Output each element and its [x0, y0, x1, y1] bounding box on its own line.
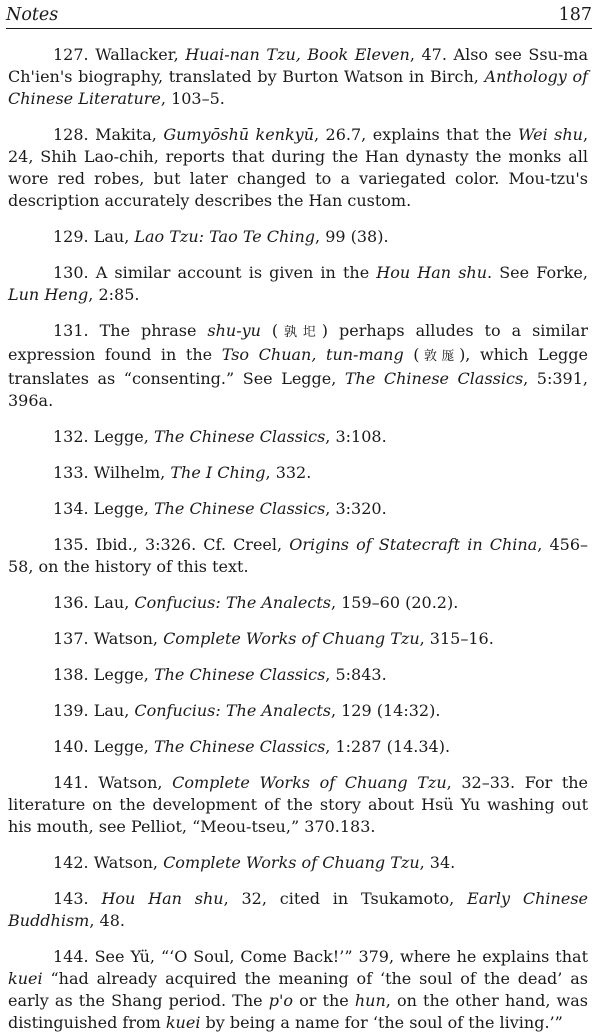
- endnote-title-text: Tso Chuan, tun-mang: [221, 345, 404, 364]
- endnote-text: Lau,: [93, 701, 135, 720]
- endnote: [8, 628, 588, 650]
- endnote: [8, 700, 588, 722]
- endnote-title-text: Wei shu: [517, 125, 583, 144]
- endnote-number: 142.: [53, 853, 89, 872]
- endnote-text: , 129 (14:32).: [330, 701, 441, 720]
- endnote: [8, 592, 588, 614]
- endnote-number: 129.: [53, 227, 89, 246]
- endnote-number: 127.: [53, 45, 89, 64]
- endnote-text: , 32, cited in Tsukamoto,: [223, 889, 468, 908]
- endnote-text: Wilhelm,: [93, 463, 171, 482]
- endnote-title-text: Complete Works of Chuang Tzu: [163, 853, 420, 872]
- endnote: [8, 124, 588, 212]
- endnote: [8, 426, 588, 448]
- endnote-title-text: Gumyōshū kenkyū: [163, 125, 315, 144]
- chinese-characters: 敦厖: [419, 349, 460, 364]
- endnote-text: , 159–60 (20.2).: [330, 593, 459, 612]
- endnote-text: , 1:287 (14.34).: [325, 737, 451, 756]
- endnote-text: Watson,: [98, 773, 173, 792]
- endnote-title-text: Early Chinese Buddhism: [8, 889, 589, 930]
- endnote-text: , 3:108.: [325, 427, 387, 446]
- endnote-title-text: The I Ching: [170, 463, 266, 482]
- endnote-title-text: The Chinese Classics: [153, 499, 326, 518]
- endnote-title-text: Hou Han shu: [376, 263, 488, 282]
- endnote: [8, 226, 588, 248]
- endnote-text: , 332.: [265, 463, 312, 482]
- page-number: 187: [558, 5, 592, 25]
- endnote-title-text: shu-yu: [207, 321, 261, 340]
- endnote-text: ) perhaps alludes to a similar expression found in the: [8, 321, 588, 364]
- endnote-number: 139.: [53, 701, 89, 720]
- endnote-title-text: Lao Tzu: Tao Te Ching: [134, 227, 316, 246]
- endnote-text: Watson,: [93, 629, 164, 648]
- endnote-text: Legge,: [93, 737, 154, 756]
- endnote: [8, 664, 588, 686]
- endnote-text: See Yü, “‘O Soul, Come Back!’” 379, where he explains that: [94, 947, 588, 966]
- header-rule: [6, 28, 592, 29]
- endnote-title-text: Hou Han shu: [101, 889, 224, 908]
- endnote-text: Makita,: [95, 125, 164, 144]
- endnote: [8, 946, 588, 1034]
- endnote: [8, 320, 588, 412]
- endnote-title-text: kuei: [8, 969, 43, 988]
- endnote: [8, 44, 588, 110]
- endnote-text: , 34.: [419, 853, 456, 872]
- endnote-text: Ibid., 3:326. Cf. Creel,: [95, 535, 290, 554]
- endnote-text: “had already acquired the meaning of ‘the soul of the dead’ as early as the Shang period. The: [8, 969, 588, 1010]
- endnote: [8, 534, 588, 578]
- endnote-text: , 2:85.: [88, 285, 140, 304]
- endnote-number: 135.: [53, 535, 89, 554]
- endnote-text: , 3:320.: [325, 499, 387, 518]
- endnote-text: The phrase: [99, 321, 208, 340]
- endnote-text: , on the other hand, was distinguished from: [8, 991, 588, 1032]
- endnote-text: (: [260, 321, 279, 340]
- chinese-characters: 孰圯: [278, 325, 322, 340]
- endnote-title-text: The Chinese Classics: [153, 737, 326, 756]
- endnote-text: Lau,: [93, 593, 135, 612]
- endnote-number: 140.: [53, 737, 89, 756]
- endnote-title-text: Origins of Statecraft in China: [289, 535, 538, 554]
- endnote-text: A similar account is given in the: [95, 263, 377, 282]
- endnote-number: 136.: [53, 593, 89, 612]
- endnote-text: , 24, Shih Lao-chih, reports that during the Han dynasty the monks all wore red robes, but later changed to a variegated color. Mou-tzu's description accurately describes the Han custom.: [8, 125, 589, 210]
- endnote-title-text: Huai-nan Tzu, Book Eleven: [185, 45, 410, 64]
- endnote-title-text: The Chinese Classics: [153, 665, 326, 684]
- endnote-text: by being a name for ‘the soul of the living.’”: [200, 1013, 563, 1032]
- endnote: [8, 852, 588, 874]
- endnote-number: 144.: [53, 947, 89, 966]
- endnote: [8, 498, 588, 520]
- endnote-title-text: hun: [354, 991, 386, 1010]
- endnote: [8, 772, 588, 838]
- endnote-text: or the: [293, 991, 355, 1010]
- endnote-text: , 103–5.: [160, 89, 225, 108]
- endnote-number: 133.: [53, 463, 89, 482]
- endnote-text: , 32–33. For the literature on the development of the story about Hsü Yu washing out his mouth, see Pelliot, “Meou-tseu,” 370.183.: [8, 773, 589, 836]
- endnote-text: Lau,: [93, 227, 135, 246]
- endnote-text: , 47. Also see Ssu-ma Ch'ien's biography, translated by Burton Watson in Birch,: [8, 45, 588, 86]
- endnote-title-text: Complete Works of Chuang Tzu: [163, 629, 420, 648]
- endnote-title-text: Complete Works of Chuang Tzu: [172, 773, 447, 792]
- endnote-text: , 456–58, on the history of this text.: [8, 535, 589, 576]
- endnote-text: (: [403, 345, 420, 364]
- endnote-title-text: The Chinese Classics: [344, 369, 524, 388]
- section-title: Notes: [6, 5, 59, 25]
- endnote: [8, 736, 588, 758]
- endnote-number: 128.: [53, 125, 89, 144]
- endnote-text: , 48.: [89, 911, 125, 930]
- endnote-text: Legge,: [93, 427, 154, 446]
- endnote-text: , 5:843.: [325, 665, 387, 684]
- endnote-text: , 99 (38).: [315, 227, 389, 246]
- endnote-text: , 315–16.: [419, 629, 494, 648]
- endnote-text: Wallacker,: [95, 45, 186, 64]
- endnote-text: Legge,: [93, 499, 154, 518]
- endnote-text: Legge,: [93, 665, 154, 684]
- endnote-text: , 26.7, explains that the: [314, 125, 518, 144]
- endnote-text: Watson,: [93, 853, 164, 872]
- endnote-title-text: The Chinese Classics: [153, 427, 326, 446]
- endnote-title-text: Anthology of Chinese Literature: [8, 67, 588, 108]
- endnote-title-text: Confucius: The Analects: [134, 593, 331, 612]
- running-head: [6, 0, 592, 26]
- endnote-text: ), which Legge translates as “consenting.” See Legge,: [8, 345, 588, 388]
- endnote-title-text: Confucius: The Analects: [134, 701, 331, 720]
- endnote-title-text: p'o: [268, 991, 293, 1010]
- endnote-title-text: kuei: [165, 1013, 201, 1032]
- endnote-number: 138.: [53, 665, 89, 684]
- endnote-number: 130.: [53, 263, 89, 282]
- endnote-number: 131.: [53, 321, 89, 340]
- endnote-number: 141.: [53, 773, 89, 792]
- endnote-number: 134.: [53, 499, 89, 518]
- endnote-number: 132.: [53, 427, 89, 446]
- endnote: [8, 888, 588, 932]
- endnote: [8, 262, 588, 306]
- endnotes-list: [8, 44, 588, 1034]
- endnote: [8, 462, 588, 484]
- endnote-title-text: Lun Heng: [8, 285, 89, 304]
- endnote-number: 137.: [53, 629, 89, 648]
- endnote-number: 143.: [53, 889, 89, 908]
- endnote-text: . See Forke,: [487, 263, 588, 282]
- endnote-text: , 5:391, 396a.: [8, 369, 588, 410]
